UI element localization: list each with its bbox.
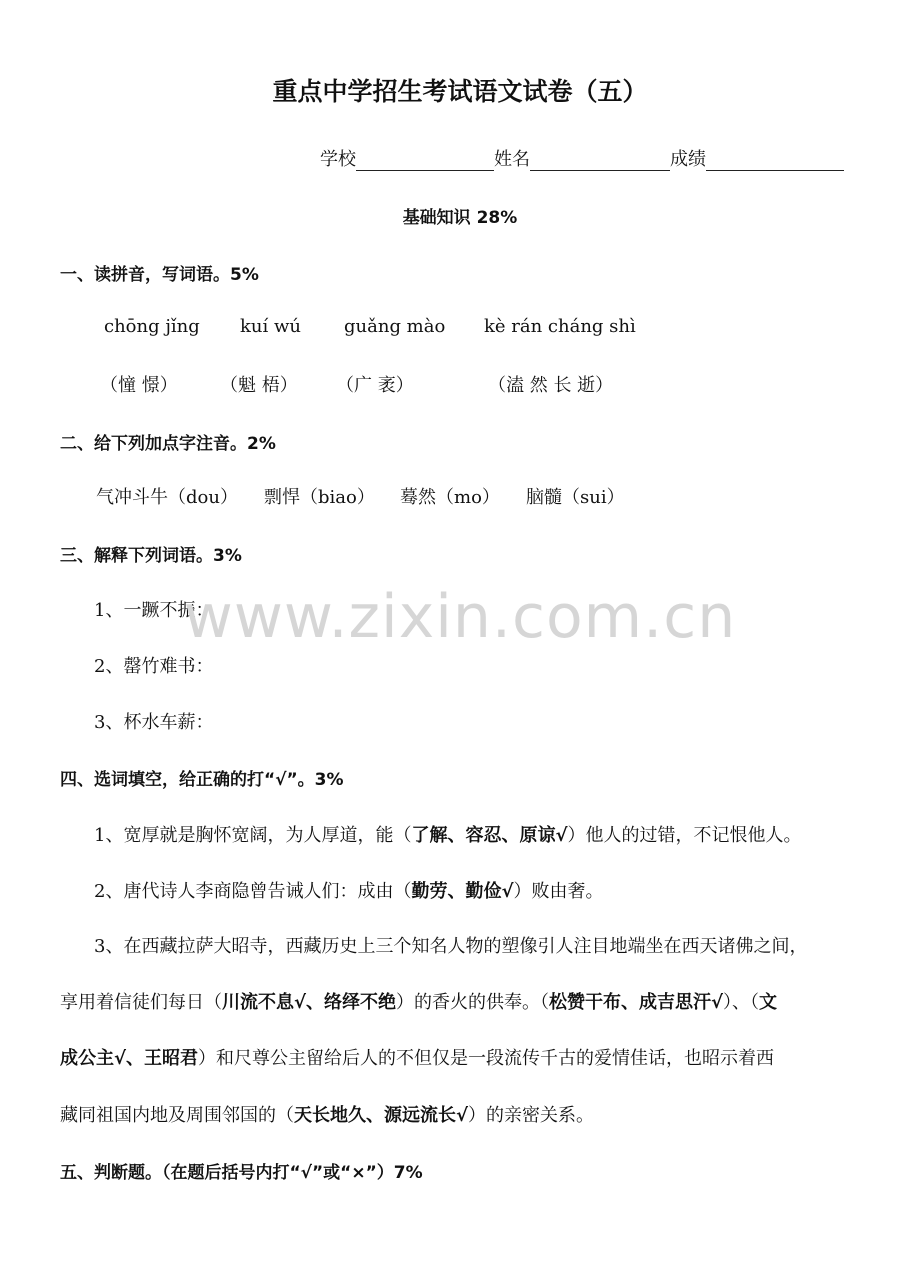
q3-item-2: 2、罄竹难书： xyxy=(94,656,214,677)
q4-line-3: 3、在西藏拉萨大昭寺，西藏历史上三个知名人物的塑像引人注目地端坐在西天诸佛之间， xyxy=(94,936,808,957)
q4-l4-answer-1: 川流不息√、络绎不绝 xyxy=(222,992,397,1013)
q4-l1-answer: 了解、容忍、原谅√ xyxy=(411,825,568,846)
q4-line-2 xyxy=(94,877,603,903)
q4-l4-answer-2: 松赞干布、成吉思汗√ xyxy=(549,992,724,1013)
pinyin-3: guǎng mào xyxy=(344,316,446,337)
school-field xyxy=(320,145,844,171)
name-label: 姓名 xyxy=(494,149,530,170)
q4-line-1 xyxy=(94,821,801,847)
section-title: 基础知识 28% xyxy=(402,208,518,228)
pinyin-2: kuí wú xyxy=(240,316,301,337)
score-blank xyxy=(706,150,844,171)
q4-line-4 xyxy=(60,988,777,1014)
q2-heading: 二、给下列加点字注音。2% xyxy=(60,434,276,454)
answer-3: （广 袤） xyxy=(336,375,414,396)
q4-l6-text-1: 藏同祖国内地及周围邻国的（ xyxy=(60,1105,294,1126)
q4-line-5 xyxy=(60,1044,774,1070)
q4-l2-pre: 2、唐代诗人李商隐曾告诫人们：成由（ xyxy=(94,881,412,902)
q4-l1-pre: 1、宽厚就是胸怀宽阔，为人厚道，能（ xyxy=(94,825,412,846)
answer-4: （溘 然 长 逝） xyxy=(488,375,614,396)
q1-heading: 一、读拼音，写词语。5% xyxy=(60,265,259,285)
q4-line-6 xyxy=(60,1101,594,1127)
answer-1: （憧 憬） xyxy=(100,375,178,396)
q3-item-1: 1、一蹶不振： xyxy=(94,600,214,621)
q4-l6-text-2: ）的亲密关系。 xyxy=(468,1105,595,1126)
q4-l4-text-2: ）的香火的供奉。（ xyxy=(396,992,550,1013)
q2-item-1: 气冲斗牛（dou） xyxy=(96,487,238,508)
pinyin-1: chōng jǐng xyxy=(104,316,200,337)
q3-item-3: 3、杯水车薪： xyxy=(94,712,214,733)
q4-l1-post: ）他人的过错，不记恨他人。 xyxy=(567,825,802,846)
score-label: 成绩 xyxy=(670,149,706,170)
q4-l2-answer: 勤劳、勤俭√ xyxy=(411,881,514,902)
q4-l5-answer: 成公主√、王昭君 xyxy=(60,1048,199,1069)
page-title: 重点中学招生考试语文试卷（五） xyxy=(272,77,648,106)
q4-heading: 四、选词填空，给正确的打“√”。3% xyxy=(60,770,344,790)
q4-l5-text: ）和尺尊公主留给后人的不但仅是一段流传千古的爱情佳话，也昭示着西 xyxy=(198,1048,775,1069)
answer-2: （魁 梧） xyxy=(220,375,298,396)
q2-item-4: 脑髓（sui） xyxy=(526,487,625,508)
q4-l4-answer-3: 文 xyxy=(759,992,778,1013)
q3-heading: 三、解释下列词语。3% xyxy=(60,546,242,566)
watermark: www.zixin.com.cn xyxy=(183,582,737,652)
q2-item-2: 剽悍（biao） xyxy=(264,487,375,508)
q4-l6-answer: 天长地久、源远流长√ xyxy=(294,1105,469,1126)
q4-l2-post: ）败由奢。 xyxy=(513,881,604,902)
q5-heading: 五、判断题。（在题后括号内打“√”或“×”）7% xyxy=(60,1163,423,1183)
pinyin-4: kè rán cháng shì xyxy=(484,316,636,337)
q4-l4-text-1: 享用着信徒们每日（ xyxy=(60,992,222,1013)
name-blank xyxy=(530,150,670,171)
school-label: 学校 xyxy=(320,149,356,170)
q4-l4-text-3: ）、（ xyxy=(723,992,760,1013)
q2-item-3: 蓦然（mo） xyxy=(400,487,500,508)
school-blank xyxy=(356,150,494,171)
